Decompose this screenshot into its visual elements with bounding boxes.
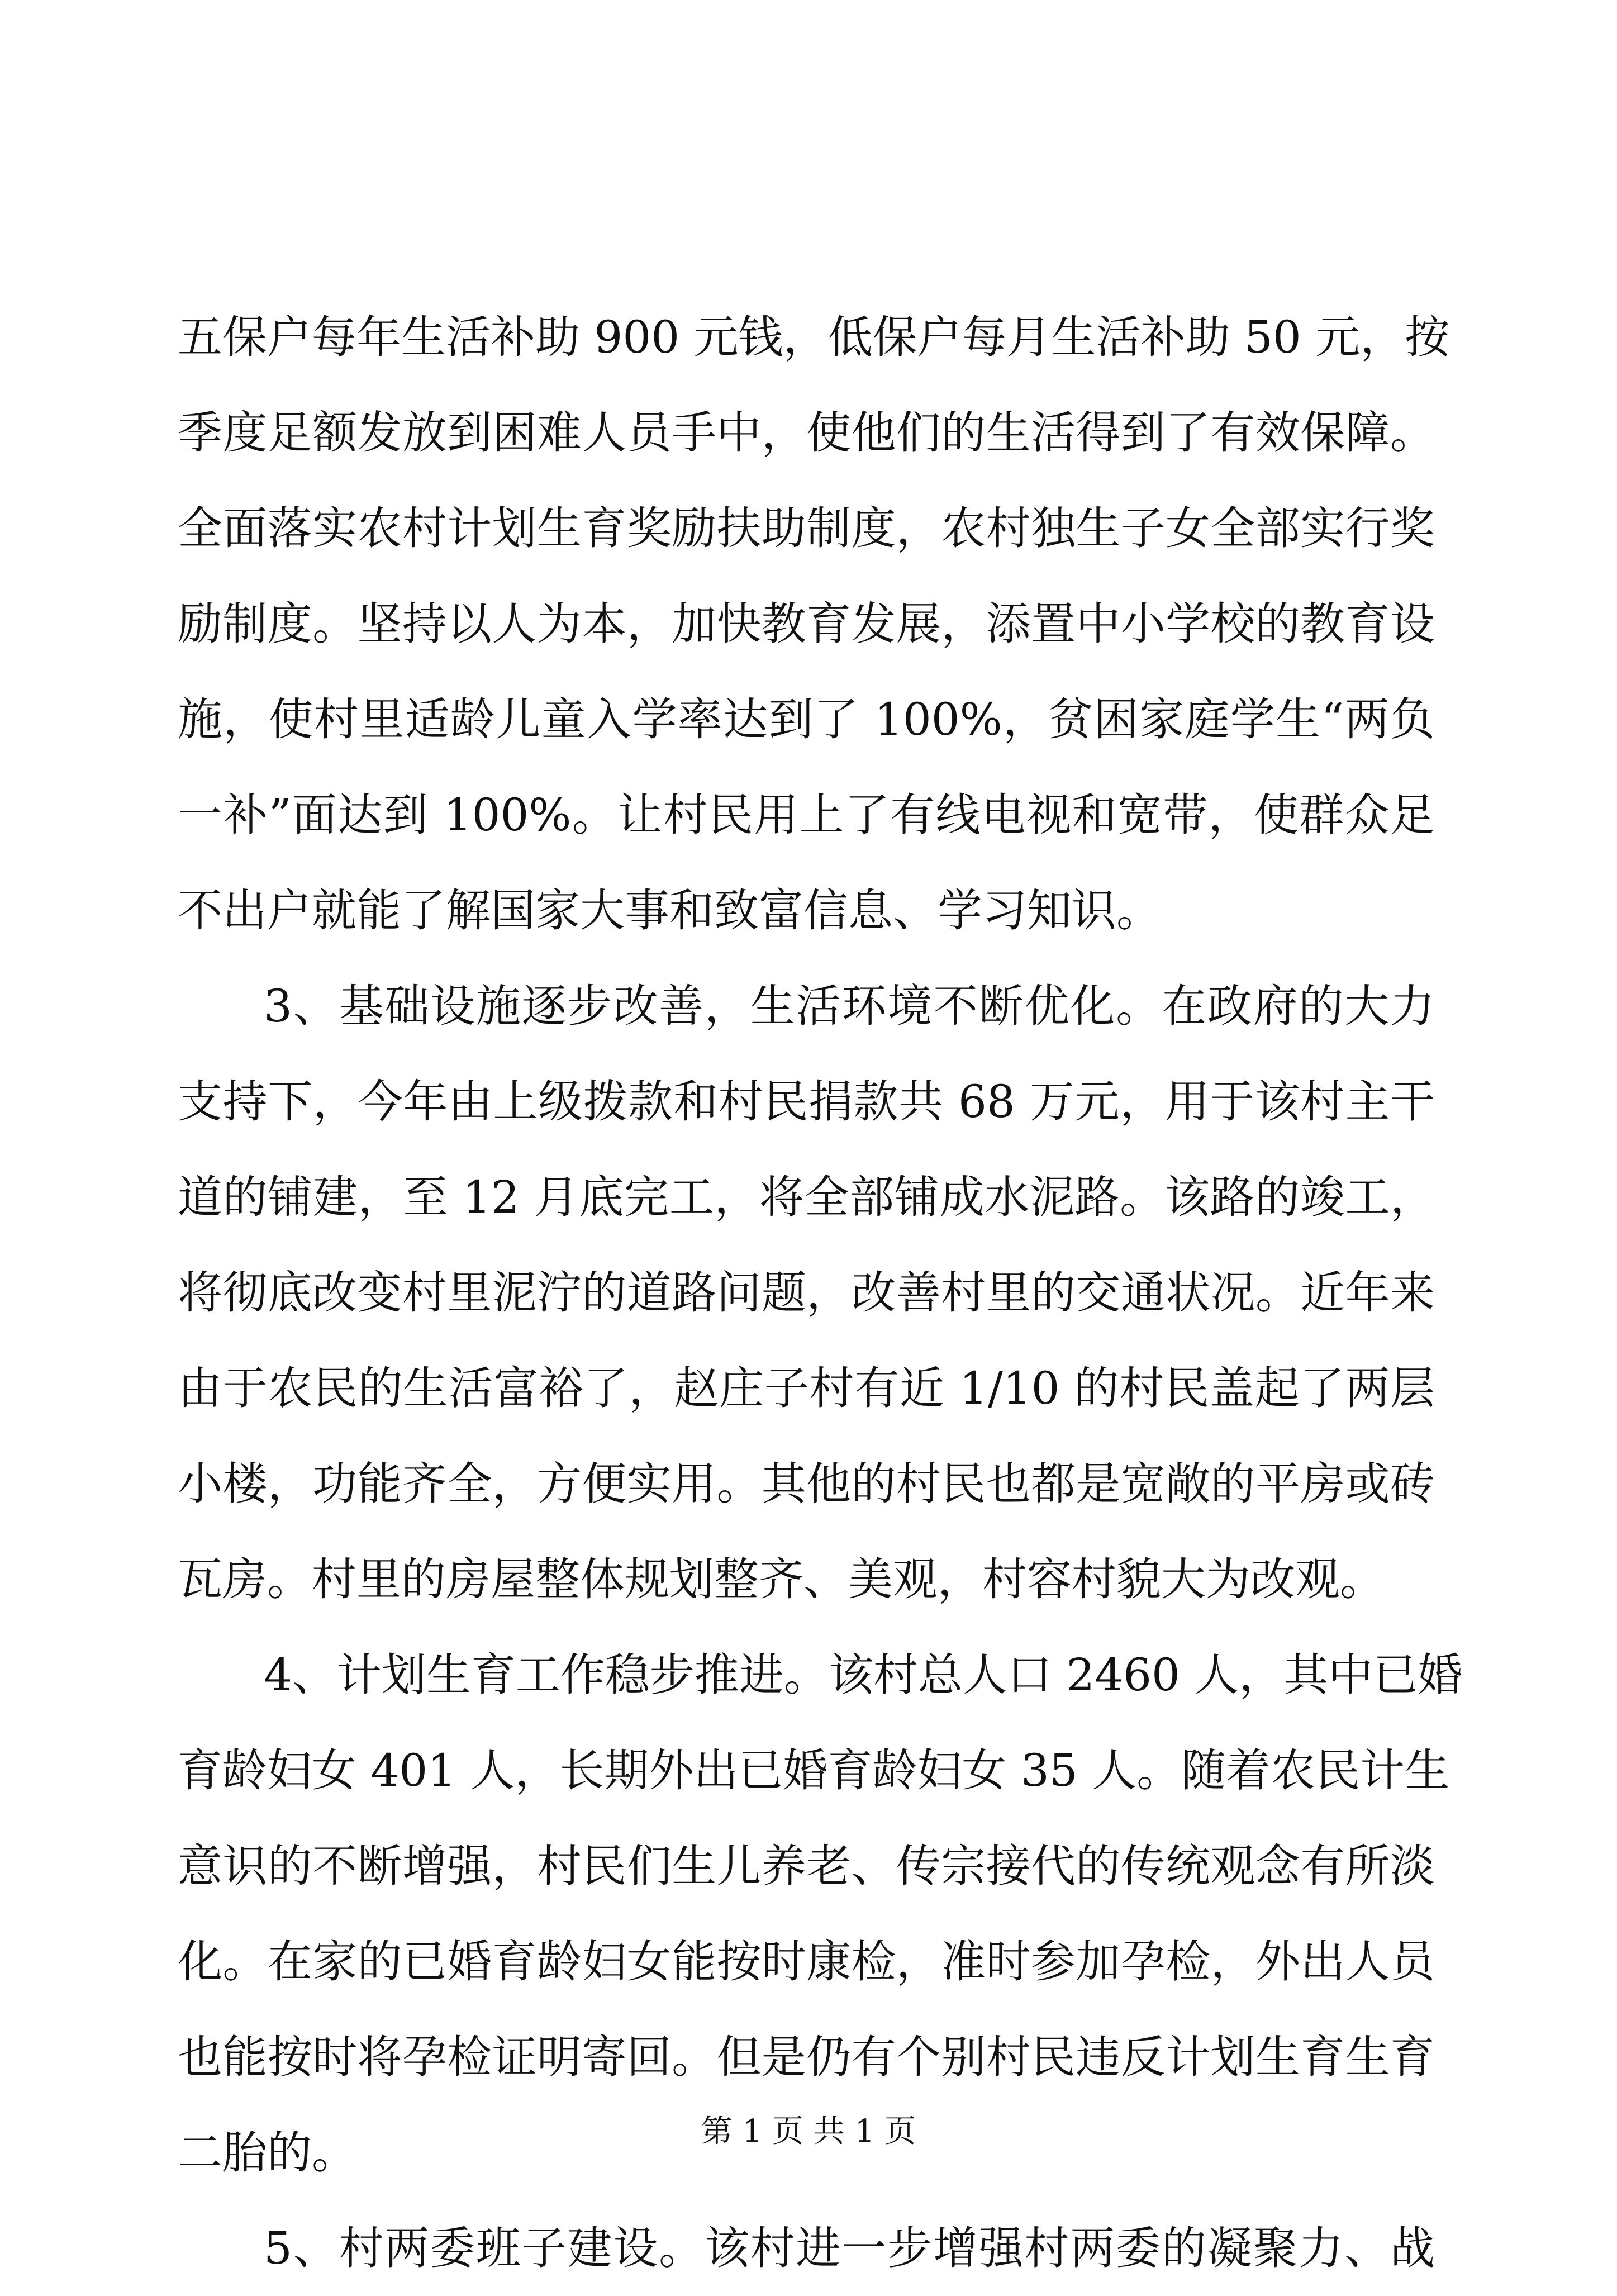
text-line: 季度足额发放到困难人员手中，使他们的生活得到了有效保障。	[178, 407, 1435, 459]
text-line: 也能按时将孕检证明寄回。但是仍有个别村民违反计划生育生育	[178, 2031, 1435, 2083]
text-line: 小楼，功能齐全，方便实用。其他的村民也都是宽敞的平房或砖	[178, 1458, 1435, 1510]
text-line: 二胎的。	[178, 2127, 356, 2179]
text-line: 励制度。坚持以人为本，加快教育发展，添置中小学校的教育设	[178, 598, 1435, 650]
text-line: 由于农民的生活富裕了，赵庄子村有近 1/10 的村民盖起了两层	[178, 1362, 1435, 1414]
text-line: 育龄妇女 401 人，长期外出已婚育龄妇女 35 人。随着农民计生	[178, 1744, 1450, 1796]
text-line: 道的铺建，至 12 月底完工，将全部铺成水泥路。该路的竣工，	[178, 1171, 1435, 1223]
text-line: 五保户每年生活补助 900 元钱，低保户每月生活补助 50 元，按	[178, 311, 1450, 363]
text-line: 意识的不断增强，村民们生儿养老、传宗接代的传统观念有所淡	[178, 1840, 1435, 1892]
text-line: 4、计划生育工作稳步推进。该村总人口 2460 人，其中已婚	[264, 1649, 1463, 1701]
paragraph	[178, 2200, 1435, 2296]
text-line: 化。在家的已婚育龄妇女能按时康检，准时参加孕检，外出人员	[178, 1936, 1435, 1988]
text-line: 施，使村里适龄儿童入学率达到了 100%，贫困家庭学生“两负	[178, 693, 1435, 745]
text-line: 一补”面达到 100%。让村民用上了有线电视和宽带，使群众足	[178, 789, 1435, 841]
page-footer	[0, 2112, 1617, 2151]
text-line: 不出户就能了解国家大事和致富信息、学习知识。	[178, 885, 1161, 937]
paragraph	[178, 958, 1435, 1627]
paragraph	[178, 289, 1450, 958]
text-line: 全面落实农村计划生育奖励扶助制度，农村独生子女全部实行奖	[178, 502, 1435, 554]
text-line: 将彻底改变村里泥泞的道路问题，改善村里的交通状况。近年来	[178, 1267, 1435, 1319]
page-number: 第 1 页 共 1 页	[701, 2113, 916, 2150]
document-body	[178, 289, 1463, 2296]
text-line: 支持下，今年由上级拨款和村民捐款共 68 万元，用于该村主干	[178, 1076, 1435, 1128]
text-line: 瓦房。村里的房屋整体规划整齐、美观，村容村貌大为改观。	[178, 1553, 1385, 1605]
text-line: 5、村两委班子建设。该村进一步增强村两委的凝聚力、战	[264, 2222, 1435, 2274]
text-line: 3、基础设施逐步改善，生活环境不断优化。在政府的大力	[264, 980, 1435, 1032]
